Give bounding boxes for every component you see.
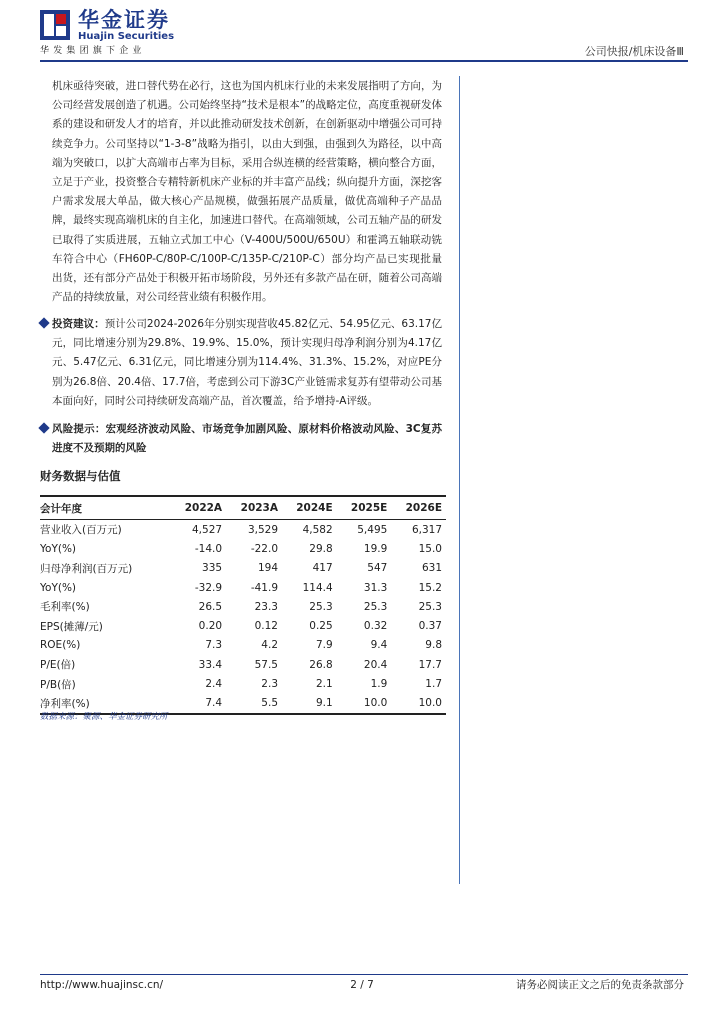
table-cell: 2.4 bbox=[205, 678, 223, 691]
investment-suggestion bbox=[40, 315, 442, 411]
col-header: 2026E bbox=[391, 496, 446, 520]
body-paragraph-text: 机床亟待突破，进口替代势在必行，这也为国内机床行业的未来发展指明了方向，为公司经营发展创造了机遇。公司始终坚持“技术是根本”的战略定位，高度重视研发体系的建设和研发人才的培育，并以此推动研发技术创新，在创新驱动中增强公司可持续竞争力。公司坚持以“1-3-8”战略为指引，以由大到强，由强到久为路径，以中高端为突破口，以扩大高端市占率为目标，采用合纵连横的经营策略，横向整合方面，立足于产业，投资整合专精特新机床产业标的并丰富产品线；纵向提升方面，深挖客户需求发展大单品，做大核心产品规模，做强拓展产品质量，做优高端种子产品品牌，最终实现高端机床的自主化，加速进口替代。在高端领域，公司五轴产品的研发已取得了实质进展，五轴立式加工中心（V-400U/500U/650U）和霍鸿五轴联动铣车符合中心（FH60P-C/80P-C/100P-C/135P-C/210P-C）部分均产品已实现批量出货，还有部分产品处于积极开拓市场阶段，另外还有多款产品在研，随着公司高端产品的持续放量，对公司经营业绩有积极作用。 bbox=[52, 80, 442, 304]
table-cell: 10.0 bbox=[391, 694, 446, 714]
huajin-logo-icon bbox=[40, 10, 70, 40]
row-label: YoY(%) bbox=[40, 542, 77, 555]
table-row bbox=[40, 694, 446, 714]
table-cell: 29.8 bbox=[309, 542, 333, 555]
table-row bbox=[40, 597, 446, 616]
table-cell: 26.8 bbox=[309, 658, 333, 671]
table-cell: 335 bbox=[202, 562, 223, 575]
row-label: P/E(倍) bbox=[40, 659, 76, 672]
table-cell: 7.4 bbox=[170, 694, 226, 714]
table-row bbox=[40, 655, 446, 674]
col-header: 2022A bbox=[170, 496, 226, 520]
table-cell: 6,317 bbox=[411, 523, 442, 536]
table-cell: 5,495 bbox=[357, 523, 388, 536]
table-cell: 9.8 bbox=[425, 639, 442, 652]
table-header-row bbox=[40, 496, 446, 520]
table-cell: 0.37 bbox=[418, 620, 442, 633]
header-divider bbox=[40, 60, 688, 62]
table-cell: 3,529 bbox=[247, 523, 278, 536]
table-row bbox=[40, 539, 446, 558]
table-cell: 15.2 bbox=[418, 581, 442, 594]
table-row bbox=[40, 616, 446, 635]
table-cell: 25.3 bbox=[309, 600, 333, 613]
table-cell: 19.9 bbox=[363, 542, 388, 555]
table-cell: 417 bbox=[312, 562, 333, 575]
table-cell: -32.9 bbox=[194, 581, 223, 594]
logo-english-name: Huajin Securities bbox=[78, 31, 175, 42]
table-cell: 0.32 bbox=[363, 620, 388, 633]
table-cell: 5.5 bbox=[226, 694, 282, 714]
table-cell: -14.0 bbox=[194, 542, 223, 555]
footer-divider bbox=[40, 974, 688, 975]
row-label: P/B(倍) bbox=[40, 678, 76, 691]
col-header: 2025E bbox=[337, 496, 392, 520]
table-cell: 9.1 bbox=[282, 694, 337, 714]
table-cell: -41.9 bbox=[250, 581, 278, 594]
table-cell: 2.1 bbox=[315, 678, 333, 691]
sidebar-divider bbox=[459, 76, 460, 884]
risk-warning bbox=[40, 420, 442, 458]
table-row bbox=[40, 520, 446, 540]
col-header: 2024E bbox=[282, 496, 337, 520]
table-cell: 17.7 bbox=[418, 658, 442, 671]
table-cell: 547 bbox=[367, 562, 388, 575]
table-row bbox=[40, 674, 446, 693]
row-label: 营业收入(百万元) bbox=[40, 524, 122, 537]
table-cell: 33.4 bbox=[198, 658, 223, 671]
page-number: 2 / 7 bbox=[350, 979, 374, 991]
footer-url-link[interactable]: http://www.huajinsc.cn/ bbox=[40, 979, 164, 991]
table-title: 财务数据与估值 bbox=[40, 469, 121, 483]
row-label: YoY(%) bbox=[40, 581, 77, 594]
table-cell: 23.3 bbox=[254, 600, 278, 613]
data-source-note: 数据来源：聚源、华金证券研究所 bbox=[40, 712, 168, 722]
table-cell: 26.5 bbox=[198, 600, 223, 613]
table-cell: 194 bbox=[257, 562, 278, 575]
table-row bbox=[40, 636, 446, 655]
row-label: 毛利率(%) bbox=[40, 601, 90, 614]
table-cell: 0.12 bbox=[254, 620, 278, 633]
table-cell: 15.0 bbox=[418, 542, 442, 555]
row-label: 净利率(%) bbox=[40, 694, 170, 714]
table-cell: 57.5 bbox=[254, 658, 278, 671]
table-row bbox=[40, 578, 446, 597]
table-cell: 20.4 bbox=[363, 658, 388, 671]
diamond-bullet-icon bbox=[38, 317, 49, 328]
table-cell: 114.4 bbox=[302, 581, 333, 594]
table-cell: 7.3 bbox=[205, 639, 223, 652]
table-cell: 4,582 bbox=[302, 523, 333, 536]
row-label: 归母净利润(百万元) bbox=[40, 562, 133, 575]
investment-label: 投资建议： bbox=[52, 318, 105, 330]
disclaimer-note: 请务必阅读正文之后的免责条款部分 bbox=[516, 979, 684, 991]
row-label: EPS(摊薄/元) bbox=[40, 620, 103, 633]
table-cell: 4,527 bbox=[192, 523, 223, 536]
table-cell: 0.20 bbox=[198, 620, 223, 633]
col-header: 会计年度 bbox=[40, 496, 170, 520]
table-cell: 1.9 bbox=[370, 678, 388, 691]
table-cell: 1.7 bbox=[425, 678, 442, 691]
table-cell: 31.3 bbox=[363, 581, 388, 594]
table-row bbox=[40, 559, 446, 578]
diamond-bullet-icon bbox=[38, 422, 49, 433]
table-cell: 2.3 bbox=[261, 678, 278, 691]
financial-table bbox=[40, 495, 446, 715]
table-cell: 25.3 bbox=[363, 600, 388, 613]
logo-chinese-name: 华金证券 bbox=[78, 8, 170, 32]
table-cell: -22.0 bbox=[250, 542, 278, 555]
col-header: 2023A bbox=[226, 496, 282, 520]
row-label: ROE(%) bbox=[40, 639, 81, 652]
risk-label: 风险提示： bbox=[52, 423, 106, 435]
table-cell: 10.0 bbox=[337, 694, 392, 714]
group-tagline: 华发集团旗下企业 bbox=[40, 46, 146, 56]
table-cell: 9.4 bbox=[370, 639, 388, 652]
table-cell: 0.25 bbox=[309, 620, 333, 633]
table-cell: 631 bbox=[421, 562, 442, 575]
report-type: 公司快报/机床设备Ⅲ bbox=[584, 45, 684, 58]
risk-text: 宏观经济波动风险、市场竞争加剧风险、原材料价格波动风险、3C复苏进度不及预期的风险 bbox=[52, 423, 443, 455]
investment-text: 预计公司2024-2026年分别实现营收45.82亿元、54.95亿元、63.17亿元，同比增速分别为29.8%、19.9%、15.0%，预计实现归母净利润分别为4.17亿元、5.47亿元、6.31亿元，同比增速分别为114.4%、31.3%、15.2%，对应PE分别为26.8倍、20.4倍、17.7倍，考虑到公司下游3C产业链需求复苏有望带动公司基本面向好，同时公司持续研发高端产品，首次覆盖，给予增持-A评级。 bbox=[52, 318, 442, 407]
body-paragraph bbox=[52, 77, 442, 307]
table-cell: 25.3 bbox=[418, 600, 442, 613]
table-cell: 4.2 bbox=[261, 639, 278, 652]
table-cell: 7.9 bbox=[315, 639, 333, 652]
